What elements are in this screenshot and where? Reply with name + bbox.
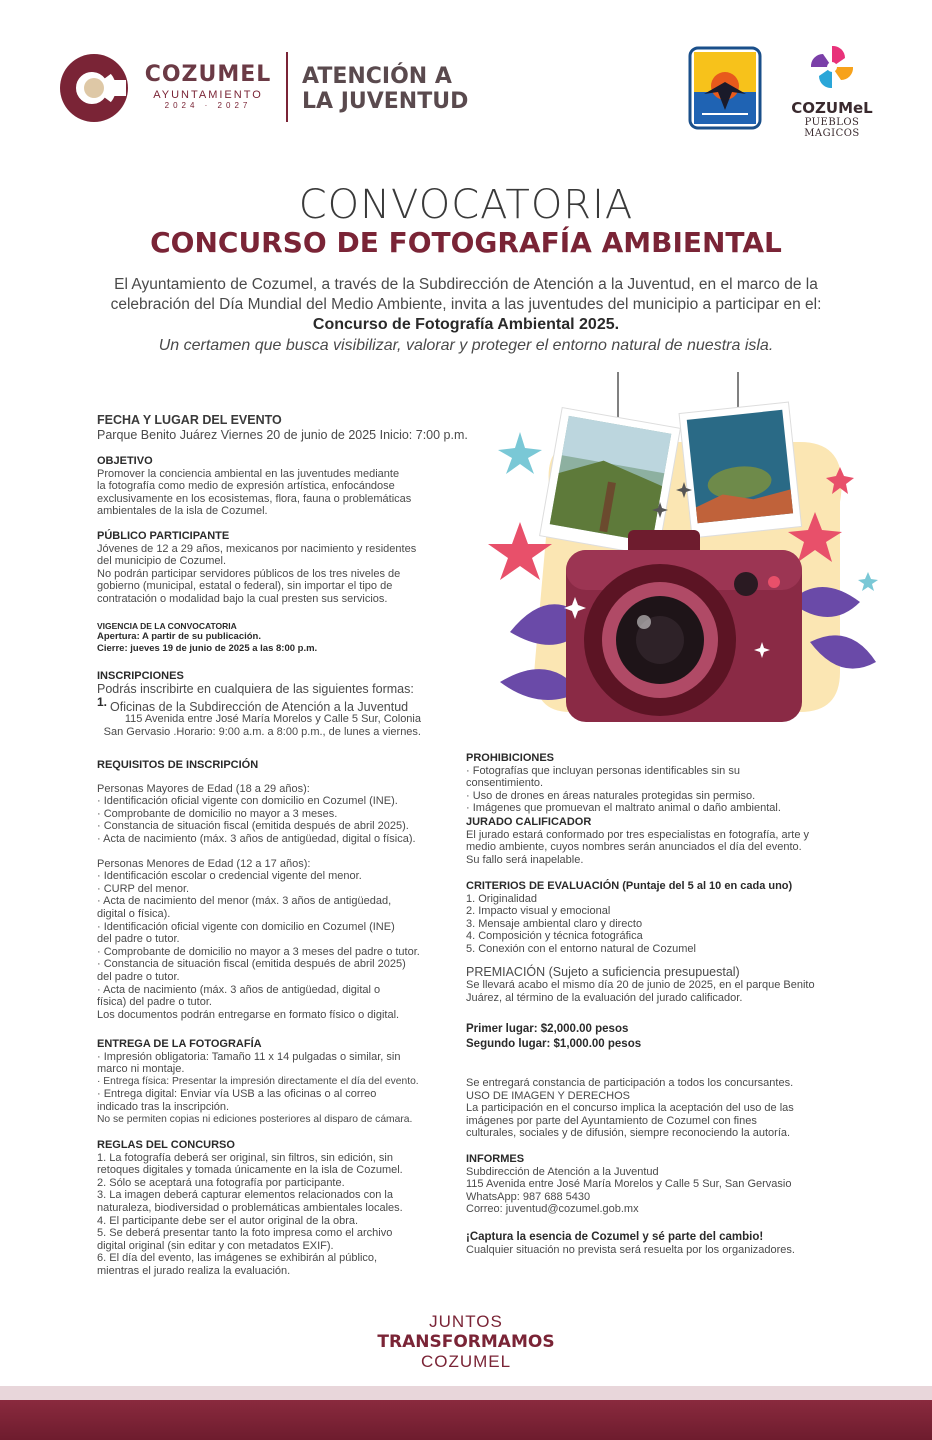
jurado-line: medio ambiente, cuyos nombres serán anunciados el día del evento.: [466, 841, 802, 854]
pinwheel-icon: [809, 44, 855, 90]
prohibiciones-line: · Imágenes que promuevan el maltrato animal o daño ambiental.: [466, 802, 781, 815]
prohibiciones-line: · Uso de drones en áreas naturales protegidas sin permiso.: [466, 789, 756, 802]
publico-heading: PÚBLICO PARTICIPANTE: [97, 530, 230, 542]
informes-line: 115 Avenida entre José María Morelos y Calle 5 Sur, San Gervasio: [466, 1178, 792, 1191]
constancia-line: culturales, sociales y de difusión, siempre reconociendo la autoría.: [466, 1127, 791, 1140]
intro-bold: Concurso de Fotografía Ambiental 2025.: [312, 316, 620, 333]
brand-years: 2024 · 2027: [164, 101, 252, 110]
section-objetivo: [97, 455, 477, 518]
criterios-line: 4. Composición y técnica fotográfica: [466, 930, 643, 943]
criterios-line: 1. Originalidad: [466, 892, 537, 905]
criterios-line: 5. Conexión con el entorno natural de Cozumel: [466, 942, 696, 955]
header-logo-ayuntamiento: [58, 50, 498, 130]
constancia-line: La participación en el concurso implica la aceptación del uso de las: [466, 1102, 794, 1115]
footer-line-3: COZUMEL: [420, 1352, 512, 1371]
requisitos-item: · Acta de nacimiento (máx. 3 años de antigüedad, digital o física).: [97, 832, 416, 845]
reglas-line: 2. Sólo se aceptará una fotografía por participante.: [97, 1176, 345, 1189]
section-entrega: [97, 1038, 457, 1126]
intro-line: El Ayuntamiento de Cozumel, a través de la Subdirección de Atención a la Juventud, en el marco de la: [114, 276, 818, 293]
reglas-line: naturaleza, biodiversidad o problemáticas ambientales locales.: [97, 1201, 403, 1214]
dept-line-2: LA JUVENTUD: [302, 89, 469, 114]
vigencia-cierre: Cierre: jueves 19 de junio de 2025 a las 8:00 p.m.: [97, 642, 318, 654]
informes-line: Subdirección de Atención a la Juventud: [466, 1165, 659, 1178]
requisitos-item: · Acta de nacimiento (máx. 3 años de antigüedad, digital o: [97, 983, 381, 996]
footer-band-light: [0, 1386, 932, 1400]
criterios-line: 3. Mensaje ambiental claro y directo: [466, 917, 643, 930]
inscripciones-heading: INSCRIPCIONES: [97, 670, 184, 682]
section-inscripciones: [97, 670, 477, 696]
section-premiacion: [466, 966, 886, 1052]
vigencia-apertura: Apertura: A partir de su publicación.: [97, 631, 261, 642]
pm-sub: PUEBLOS MAGICOS: [804, 117, 860, 139]
entrega-line: · Entrega física: Presentar la impresión directamente el día del evento.: [97, 1075, 419, 1087]
pueblos-magicos-logo: [786, 44, 878, 139]
section-cierre: [466, 1230, 886, 1257]
brand-name: COZUMEL: [144, 62, 272, 87]
objetivo-line: Promover la conciencia ambiental en las juventudes mediante: [97, 467, 400, 480]
reglas-line: 5. Se deberá presentar tanto la foto impresa como el archivo: [97, 1227, 393, 1240]
inscripciones-line: San Gervasio .Horario: 9:00 a.m. a 8:00 p.m., de lunes a viernes.: [103, 725, 421, 738]
requisitos-menores-title: Personas Menores de Edad (12 a 17 años):: [97, 857, 311, 870]
prohibiciones-line: · Fotografías que incluyan personas identificables sin su: [466, 764, 740, 777]
informes-line: WhatsApp: 987 688 5430: [466, 1190, 591, 1203]
vigencia-heading: VIGENCIA DE LA CONVOCATORIA: [97, 621, 237, 631]
entrega-line: marco ni montaje.: [97, 1063, 185, 1076]
quintana-roo-shield-icon: [688, 46, 762, 130]
requisitos-item: · Identificación oficial vigente con domicilio en Cozumel (INE): [97, 920, 395, 933]
section-criterios: [466, 880, 886, 956]
requisitos-item: digital o física).: [97, 907, 171, 920]
reglas-line: digital original (sin editar y con metadatos EXIF).: [97, 1239, 334, 1252]
section-requisitos: [97, 759, 457, 1021]
requisitos-item: · CURP del menor.: [97, 882, 190, 895]
pm-name: COZUMeL: [791, 99, 873, 117]
informes-email: Correo: juventud@cozumel.gob.mx: [466, 1203, 639, 1216]
requisitos-heading: REQUISITOS DE INSCRIPCIÓN: [97, 759, 259, 771]
entrega-line: indicado tras la inscripción.: [97, 1100, 230, 1113]
footer-line-2: TRANSFORMAMOS: [377, 1332, 555, 1352]
reglas-heading: REGLAS DEL CONCURSO: [97, 1139, 235, 1151]
requisitos-item: · Comprobante de domicilio no mayor a 3 meses.: [97, 807, 338, 820]
inscripciones-address: [87, 713, 507, 738]
cierre-slogan: ¡Captura la esencia de Cozumel y sé parte del cambio!: [466, 1231, 764, 1243]
requisitos-item: del padre o tutor.: [97, 933, 180, 946]
brand-sub: AYUNTAMIENTO: [153, 89, 263, 101]
entrega-line: No se permiten copias ni ediciones posteriores al disparo de cámara.: [97, 1113, 413, 1125]
cierre-note: Cualquier situación no prevista será resuelta por los organizadores.: [466, 1244, 795, 1256]
cozumel-seal-icon: [58, 52, 130, 124]
constancia-line: imágenes por parte del Ayuntamiento de Cozumel con fines: [466, 1114, 757, 1127]
requisitos-item: · Constancia de situación fiscal (emitida después de abril 2025): [97, 958, 406, 971]
requisitos-item: · Identificación escolar o credencial vigente del menor.: [97, 870, 362, 883]
entrega-heading: ENTREGA DE LA FOTOGRAFÍA: [97, 1038, 262, 1050]
reglas-line: 3. La imagen deberá capturar elementos relacionados con la: [97, 1189, 393, 1202]
premiacion-first: Primer lugar: $2,000.00 pesos: [466, 1023, 629, 1036]
inscripciones-line: Oficinas de la Subdirección de Atención a la Juventud: [110, 700, 409, 714]
publico-line: contratación o modalidad bajo la cual presten sus servicios.: [97, 592, 388, 605]
requisitos-item: · Identificación oficial vigente con domicilio en Cozumel (INE).: [97, 795, 398, 808]
publico-line: del municipio de Cozumel.: [97, 555, 227, 568]
intro-paragraph: [90, 275, 842, 356]
requisitos-item: · Comprobante de domicilio no mayor a 3 meses del padre o tutor.: [97, 945, 420, 958]
section-informes: [466, 1153, 886, 1216]
objetivo-heading: OBJETIVO: [97, 455, 153, 467]
premiacion-line: Se llevará acabo el mismo día 20 de junio de 2025, en el parque Benito: [466, 979, 815, 991]
dept-line-1: ATENCIÓN A: [302, 64, 452, 89]
prohibiciones-heading: PROHIBICIONES: [466, 752, 555, 764]
section-constancia: [466, 1077, 886, 1140]
requisitos-mayores-title: Personas Mayores de Edad (18 a 29 años):: [97, 782, 310, 795]
informes-heading: INFORMES: [466, 1153, 525, 1165]
premiacion-line: Juárez, al término de la evaluación del jurado calificador.: [466, 991, 743, 1004]
inscripciones-num: 1.: [97, 695, 108, 709]
constancia-line: USO DE IMAGEN Y DERECHOS: [466, 1089, 631, 1102]
publico-line: Jóvenes de 12 a 29 años, mexicanos por nacimiento y residentes: [97, 542, 417, 555]
prohibiciones-line: consentimiento.: [466, 777, 544, 790]
requisitos-item: Los documentos podrán entregarse en formato físico o digital.: [97, 1008, 400, 1021]
reglas-line: 1. La fotografía deberá ser original, sin filtros, sin edición, sin: [97, 1151, 393, 1164]
jurado-line: El jurado estará conformado por tres especialistas en fotografía, arte y: [466, 828, 810, 841]
footer-band: [0, 1400, 932, 1440]
criterios-heading: CRITERIOS DE EVALUACIÓN (Puntaje del 5 al 10 en cada uno): [466, 880, 793, 892]
constancia-line: Se entregará constancia de participación a todos los concursantes.: [466, 1077, 794, 1089]
criterios-line: 2. Impacto visual y emocional: [466, 905, 611, 918]
intro-line: celebración del Día Mundial del Medio Ambiente, invita a las juventudes del municipio a participar en el:: [110, 296, 822, 313]
publico-line: gobierno (municipal, estatal o federal), sin importar el tipo de: [97, 580, 393, 593]
contest-title: CONCURSO DE FOTOGRAFÍA AMBIENTAL: [150, 226, 782, 259]
section-jurado: [466, 816, 886, 866]
footer-line-1: JUNTOS: [429, 1312, 503, 1331]
premiacion-heading: PREMIACIÓN (Sujeto a suficiencia presupuestal): [466, 965, 740, 979]
requisitos-item: del padre o tutor.: [97, 970, 180, 983]
publico-line: No podrán participar servidores públicos de los tres niveles de: [97, 567, 401, 580]
camera-illustration: [480, 372, 880, 732]
reglas-line: 6. El día del evento, las imágenes se exhibirán al público,: [97, 1252, 378, 1265]
requisitos-item: · Acta de nacimiento del menor (máx. 3 años de antigüedad,: [97, 895, 392, 908]
header-divider: [286, 52, 288, 122]
brand-block: [138, 62, 278, 110]
jurado-heading: JURADO CALIFICADOR: [466, 816, 592, 828]
requisitos-item: física) del padre o tutor.: [97, 996, 212, 1009]
section-fecha: [97, 414, 487, 442]
premiacion-second: Segundo lugar: $1,000.00 pesos: [466, 1038, 642, 1051]
fecha-text: Parque Benito Juárez Viernes 20 de junio de 2025 Inicio: 7:00 p.m.: [97, 427, 468, 442]
section-vigencia: [97, 621, 477, 654]
requisitos-item: · Constancia de situación fiscal (emitida después de abril 2025).: [97, 820, 409, 833]
intro-italic: Un certamen que busca visibilizar, valorar y proteger el entorno natural de nuestra isla.: [158, 337, 774, 354]
reglas-line: 4. El participante debe ser el autor original de la obra.: [97, 1214, 359, 1227]
section-reglas: [97, 1139, 457, 1278]
section-prohibiciones: [466, 752, 866, 815]
jurado-line: Su fallo será inapelable.: [466, 853, 584, 866]
objetivo-line: la fotografía como medio de expresión artística, enfocándose: [97, 480, 395, 493]
objetivo-line: exclusivamente en los ecosistemas, flora, fauna o problemáticas: [97, 492, 412, 505]
page-title: CONVOCATORIA: [298, 182, 634, 228]
objetivo-line: ambientales de la isla de Cozumel.: [97, 505, 268, 518]
fecha-heading: FECHA Y LUGAR DEL EVENTO: [97, 413, 282, 427]
department-name: [302, 64, 468, 114]
reglas-line: mientras el jurado realiza la evaluación.: [97, 1264, 291, 1277]
entrega-line: · Entrega digital: Enviar vía USB a las oficinas o al correo: [97, 1088, 377, 1101]
inscripciones-intro: Podrás inscribirte en cualquiera de las siguientes formas:: [97, 681, 414, 696]
entrega-line: · Impresión obligatoria: Tamaño 11 x 14 pulgadas o similar, sin: [97, 1050, 401, 1063]
inscripciones-line: 115 Avenida entre José María Morelos y Calle 5 Sur, Colonia: [124, 713, 421, 725]
section-publico: [97, 530, 477, 606]
reglas-line: retoques digitales y tomada únicamente en la isla de Cozumel.: [97, 1164, 403, 1177]
